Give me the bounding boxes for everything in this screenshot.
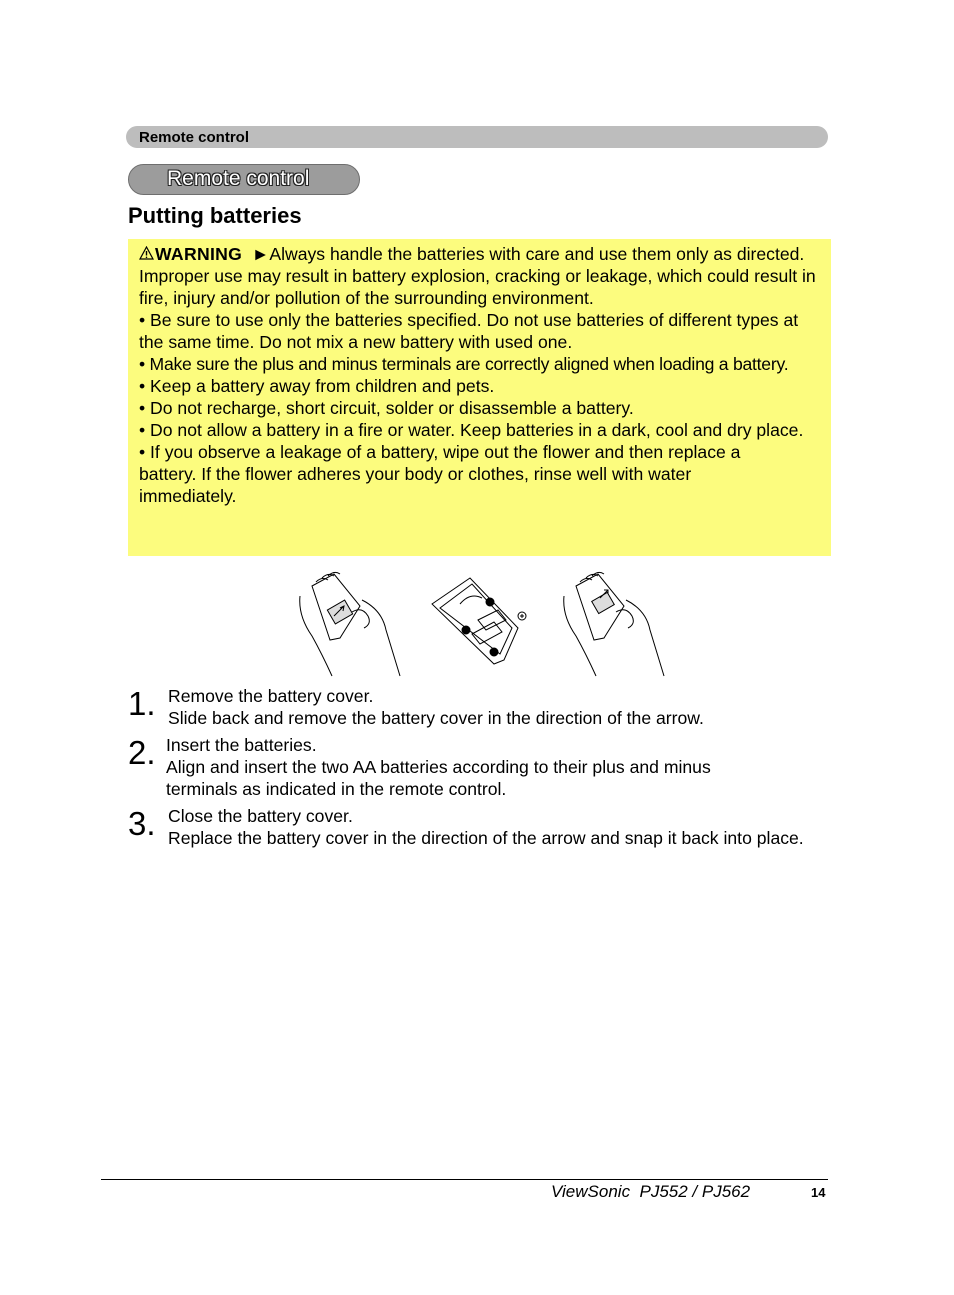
step-title: Insert the batteries. xyxy=(166,735,317,755)
page-number: 14 xyxy=(811,1185,826,1200)
arrow-right-icon: ► xyxy=(251,244,270,264)
step-title: Close the battery cover. xyxy=(168,806,353,826)
warning-label: WARNING xyxy=(155,244,243,264)
warning-box xyxy=(128,239,831,556)
step-number: 2. xyxy=(128,734,156,771)
page-title: Putting batteries xyxy=(128,203,302,228)
warning-bullet: • Do not recharge, short circuit, solder or disassemble a battery. xyxy=(139,398,634,418)
step-detail: Align and insert the two AA batteries according to their plus and minus terminals as indicated in the remote control. xyxy=(166,757,711,799)
header-section-bar xyxy=(126,126,828,148)
warning-triangle-icon xyxy=(139,243,155,265)
section-pill-label: Remote control xyxy=(167,167,310,190)
warning-bullet: • Make sure the plus and minus terminals are correctly aligned when loading a battery. xyxy=(139,354,789,374)
footer-product-name: ViewSonic PJ552 / PJ562 xyxy=(551,1182,751,1201)
footer-divider xyxy=(101,1179,828,1180)
step-detail: Replace the battery cover in the direction of the arrow and snap it back into place. xyxy=(168,828,804,848)
section-pill xyxy=(128,164,360,195)
warning-bullet: • Do not allow a battery in a fire or water. Keep batteries in a dark, cool and dry place. xyxy=(139,420,804,440)
close-cover-illustration xyxy=(564,572,664,676)
step-number: 3. xyxy=(128,805,156,842)
step-title: Remove the battery cover. xyxy=(168,686,374,706)
battery-illustrations xyxy=(290,568,680,678)
remove-cover-illustration xyxy=(300,572,400,676)
warning-bullet: • Keep a battery away from children and pets. xyxy=(139,376,495,396)
warning-bullet: • Be sure to use only the batteries specified. Do not use batteries of different types at the same time. Do not mix a new battery with used one. xyxy=(139,310,799,352)
step-number: 1. xyxy=(128,685,156,722)
step-detail: Slide back and remove the battery cover in the direction of the arrow. xyxy=(168,708,704,728)
header-section-label: Remote control xyxy=(139,129,250,146)
warning-bullet: • If you observe a leakage of a battery, wipe out the flower and then replace a battery. If the flower adheres your body or clothes, rinse well with water immediately. xyxy=(139,442,741,506)
warning-lead-paragraph xyxy=(139,243,823,309)
insert-batteries-illustration xyxy=(432,578,526,664)
warning-lead-text: Always handle the batteries with care and use them only as directed. Improper use may result in battery explosion, cracking or leakage, which could result in fire, injury and/or pollution of the surrounding environment. xyxy=(139,244,816,308)
